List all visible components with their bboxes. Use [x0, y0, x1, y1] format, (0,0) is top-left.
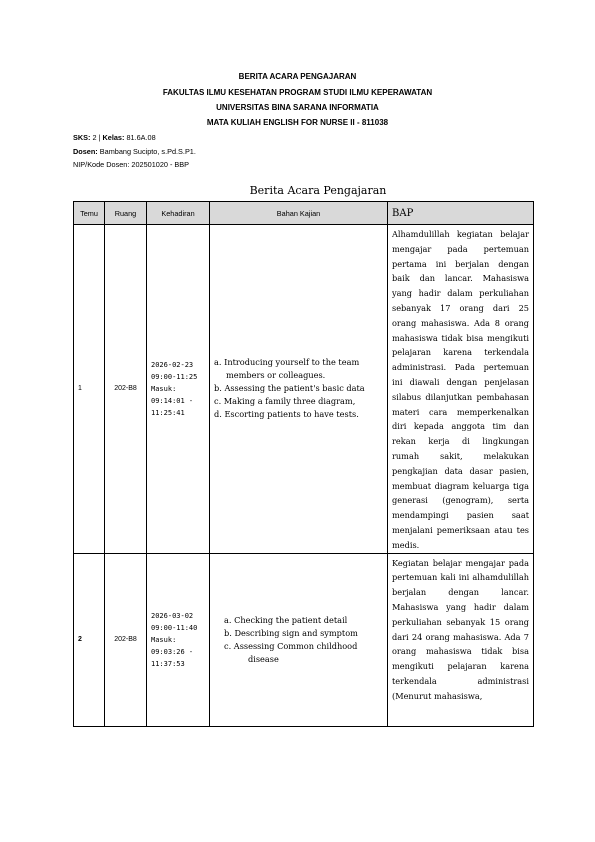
list-item: c. Assessing Common childhood disease [224, 640, 358, 664]
kehadiran-schedule: 09:00-11:40 [151, 623, 198, 632]
kehadiran-in-time: 09:03:26 - [151, 647, 194, 656]
temu-number: 2 [78, 636, 82, 644]
col-kehadiran: Kehadiran [147, 202, 210, 225]
doc-title: BERITA ACARA PENGAJARAN [238, 72, 357, 81]
temu-cell: 1 [74, 225, 105, 554]
list-item: a. Introducing yourself to the team members or colleagues. [214, 357, 360, 381]
bahan-kajian-cell [210, 553, 388, 726]
kehadiran-date: 2026-03-02 [151, 611, 194, 620]
list-item: b. Describing sign and symptom [224, 627, 358, 638]
kehadiran-out-time: 11:37:53 [151, 659, 185, 668]
kehadiran-in-time: 09:14:01 - [151, 396, 194, 405]
bap-text: Kegiatan belajar mengajar pada pertemuan kali ini alhamdulillah berjalan dengan lancar. Mahasiswa yang hadir dalam perkuliahan sebanyak 15 orang dari 24 orang mahasiswa. Ada 7 orang mahasiswa tidak bisa mengikuti pelajaran karena terkendala administrasi (Menurut mahasiswa, [392, 557, 529, 701]
ruang-cell: 202-B8 [105, 225, 147, 554]
table-row [74, 553, 534, 726]
kehadiran-masuk-label: Masuk: [151, 635, 177, 644]
kehadiran-cell [147, 225, 210, 554]
kehadiran-masuk-label: Masuk: [151, 384, 177, 393]
kehadiran-schedule: 09:00-11:25 [151, 372, 198, 381]
kehadiran-out-time: 11:25:41 [151, 408, 185, 417]
col-ruang: Ruang [105, 202, 147, 225]
separator: | [98, 133, 101, 142]
list-item: a. Checking the patient detail [224, 614, 348, 625]
bahan-kajian-cell [210, 225, 388, 554]
course-line: MATA KULIAH ENGLISH FOR NURSE II - 811038 [206, 118, 389, 127]
kelas-label: Kelas: [102, 133, 125, 142]
ruang-cell: 202-B8 [105, 553, 147, 726]
dosen-value: Bambang Sucipto, s.Pd.S.P1. [99, 147, 196, 156]
table-caption: Berita Acara Pengajaran [249, 184, 387, 197]
bap-cell: Alhamdulillah kegiatan belajar mengajar pada pertemuan pertama ini berjalan dengan baik dan lancar. Mahasiswa yang hadir dalam perkuliahan sebanyak 17 orang dari 25 orang mahasiswa. Ada 8 orang mahasiswa tidak bisa mengikuti pelajaran karena terkendala administrasi. Pada pertemuan ini diawali dengan penjelasan silabus dilanjutkan pembahasan materi cara memperkenalkan diri kepada anggota tim dan rekan kerja di lingkungan rumah sakit, melakukan pengkajian data dasar pasien, membuat diagram keluarga tiga generasi (genogram), serta mendampingi pasien saat menjalani pemeriksaan atau tes medis. [388, 225, 534, 554]
temu-cell [74, 553, 105, 726]
bahan-list [214, 614, 383, 666]
dosen-line [73, 147, 196, 156]
table-row [74, 225, 534, 554]
kelas-value: 81.6A.08 [126, 133, 156, 142]
sks-label: SKS: [73, 133, 91, 142]
list-item: c. Making a family three diagram, [214, 396, 356, 407]
bap-table [73, 201, 534, 727]
kehadiran-cell [147, 553, 210, 726]
col-bap: BAP [388, 202, 534, 225]
faculty-line: FAKULTAS ILMU KESEHATAN PROGRAM STUDI ILMU KEPERAWATAN [162, 88, 433, 97]
nip-value: 202501020 - BBP [131, 160, 190, 169]
university-line: UNIVERSITAS BINA SARANA INFORMATIA [216, 103, 379, 112]
dosen-label: Dosen: [73, 147, 98, 156]
list-item: d. Escorting patients to have tests. [214, 409, 359, 420]
col-temu: Temu [74, 202, 105, 225]
bap-cell [388, 553, 534, 726]
sks-kelas-line [73, 133, 156, 142]
sks-value: 2 [92, 133, 97, 142]
kehadiran-date: 2026-02-23 [151, 360, 194, 369]
table-header-row [74, 202, 534, 225]
bahan-list [214, 356, 383, 421]
col-bahan-kajian: Bahan Kajian [210, 202, 388, 225]
list-item: b. Assessing the patient's basic data [214, 383, 365, 394]
nip-label: NIP/Kode Dosen: [73, 160, 130, 169]
nip-line [73, 160, 189, 169]
